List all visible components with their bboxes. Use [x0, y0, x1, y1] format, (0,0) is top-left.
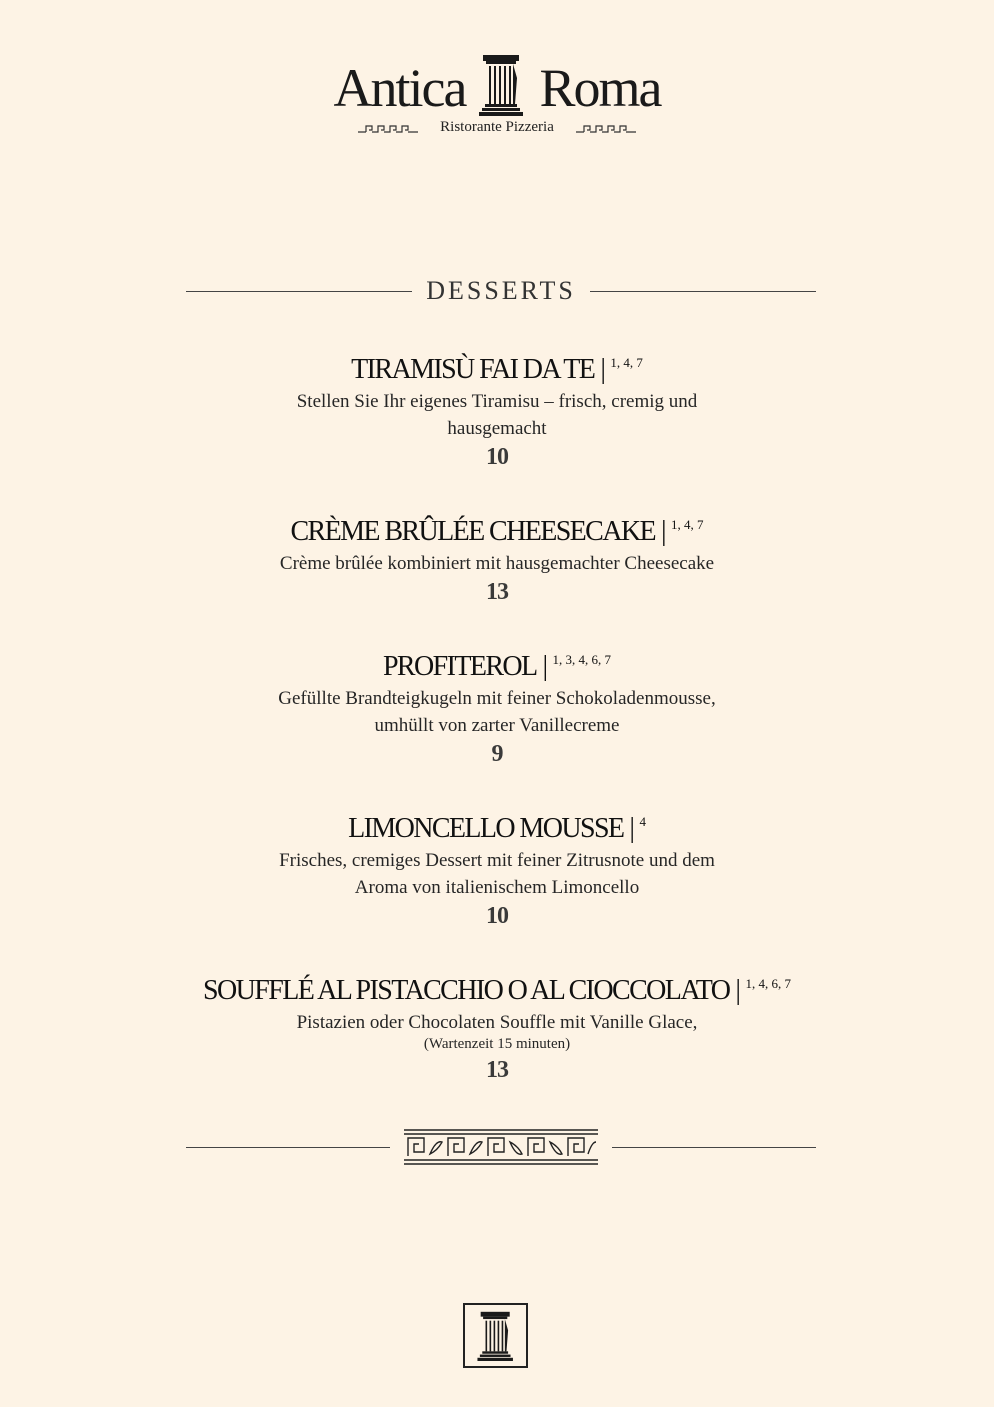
- greek-key-ornament-icon: [404, 1128, 598, 1166]
- item-title: [0, 509, 994, 548]
- divider: [590, 291, 816, 292]
- item-description: Stellen Sie Ihr eigenes Tiramisu – frisch, cremig und: [296, 391, 698, 412]
- item-allergens: 1, 4, 7: [610, 355, 643, 370]
- item-title: [0, 968, 994, 1007]
- item-title: [0, 644, 994, 683]
- menu-item: [0, 509, 994, 606]
- menu-item: [0, 806, 994, 930]
- item-description: Gefüllte Brandteigkugeln mit feiner Schokoladenmousse,: [278, 688, 716, 709]
- divider: [612, 1147, 816, 1148]
- item-title: [0, 347, 994, 386]
- item-name: TIRAMISÙ FAI DA TE: [351, 354, 595, 385]
- logo-word-right: Roma: [539, 58, 661, 118]
- column-icon: [477, 1311, 515, 1361]
- divider: [186, 1147, 390, 1148]
- separator: |: [600, 354, 605, 385]
- menu-item: [0, 347, 994, 471]
- bottom-ornament: [186, 1128, 816, 1166]
- item-allergens: 1, 4, 6, 7: [745, 976, 791, 991]
- logo-subtitle: Ristorante Pizzeria: [440, 119, 554, 135]
- item-allergens: 4: [639, 814, 646, 829]
- item-name: LIMONCELLO MOUSSE: [348, 813, 624, 844]
- item-name: PROFITEROL: [382, 651, 537, 682]
- item-price: 10: [486, 444, 508, 470]
- item-description: Pistazien oder Chocolaten Souffle mit Vanille Glace,: [296, 1012, 698, 1033]
- item-description: Frisches, cremiges Dessert mit feiner Zitrusnote und dem: [279, 850, 715, 871]
- greek-wave-icon: [576, 122, 636, 134]
- item-title: [0, 806, 994, 845]
- logo-word-left: Antica: [333, 58, 466, 118]
- item-allergens: 1, 3, 4, 6, 7: [552, 652, 612, 667]
- separator: |: [629, 813, 634, 844]
- separator: |: [542, 651, 547, 682]
- item-name: CRÈME BRÛLÉE CHEESECAKE: [290, 516, 656, 547]
- greek-wave-icon: [358, 122, 418, 134]
- item-description: Aroma von italienischem Limoncello: [354, 877, 640, 898]
- logo: [0, 52, 994, 116]
- logo-subtitle-row: [0, 119, 994, 136]
- item-price: 13: [486, 1057, 508, 1083]
- item-description: Crème brûlée kombiniert mit hausgemachter Cheesecake: [279, 553, 715, 574]
- menu-item: [0, 644, 994, 768]
- column-icon: [479, 54, 525, 116]
- separator: |: [661, 516, 666, 547]
- item-price: 13: [486, 579, 508, 605]
- item-name: SOUFFLÉ AL PISTACCHIO O AL CIOCCOLATO: [203, 975, 730, 1006]
- menu-item: [0, 968, 994, 1084]
- divider: [186, 291, 412, 292]
- item-description: hausgemacht: [447, 418, 547, 439]
- item-price: 9: [491, 741, 503, 767]
- item-price: 10: [486, 903, 508, 929]
- separator: |: [735, 975, 740, 1006]
- item-description: umhüllt von zarter Vanillecreme: [374, 715, 620, 736]
- item-note: (Wartenzeit 15 minuten): [423, 1036, 571, 1052]
- footer-logo: [463, 1303, 528, 1368]
- section-header: [186, 276, 816, 306]
- section-title: DESSERTS: [426, 276, 576, 305]
- item-allergens: 1, 4, 7: [671, 517, 704, 532]
